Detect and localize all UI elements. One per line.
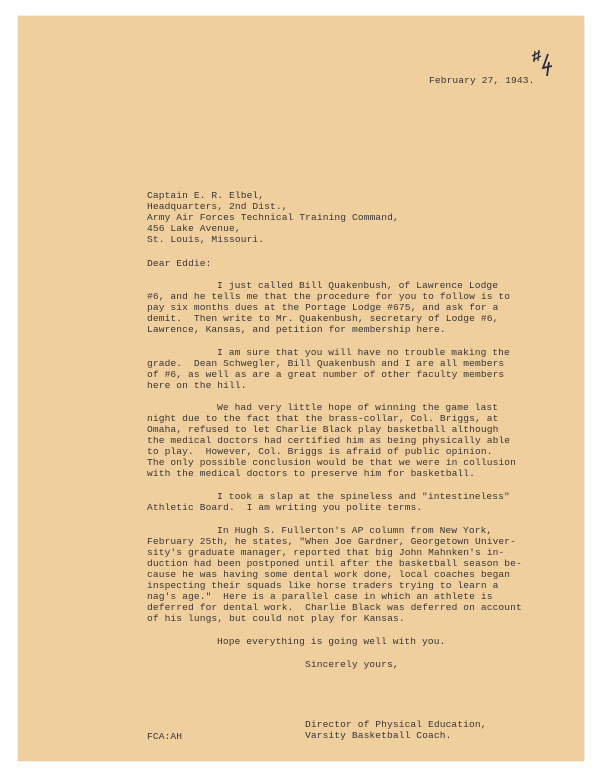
text-line: Omaha, refused to let Charlie Black play basketball although	[147, 424, 499, 435]
text-line: The only possible conclusion would be that we were in collusion	[147, 457, 517, 468]
text-line: the medical doctors had certified him as being physically able	[147, 435, 511, 446]
salutation: Dear Eddie:	[147, 258, 212, 269]
text-line: In Hugh S. Fullerton's AP column from New York,	[217, 525, 493, 536]
text-line: cause he was having some dental work done, local coaches began	[147, 569, 511, 580]
text-line: I took a slap at the spineless and "intestineless"	[217, 491, 510, 502]
address-line: Army Air Forces Technical Training Command,	[147, 212, 399, 223]
text-line: deferred for dental work. Charlie Black was deferred on account	[147, 602, 522, 613]
signature-title-line: Varsity Basketball Coach.	[305, 730, 452, 741]
complimentary-close: Sincerely yours,	[305, 659, 399, 670]
text-line: with the medical doctors to preserve him for basketball.	[147, 468, 476, 479]
text-line: of his lungs, but could not play for Kansas.	[147, 613, 405, 624]
annotation-mark-icon	[528, 48, 558, 78]
address-line: Headquarters, 2nd Dist.,	[147, 201, 288, 212]
text-line: of #6, as well as are a great number of other faculty members	[147, 369, 505, 380]
text-line: We had very little hope of winning the game last	[217, 402, 499, 413]
handwritten-annotation	[528, 48, 558, 78]
signature-title-line: Director of Physical Education,	[305, 719, 487, 730]
text-line: Lawrence, Kansas, and petition for membership here.	[147, 324, 446, 335]
text-line: February 25th, he states, "When Joe Gardner, Georgetown Univer-	[147, 536, 517, 547]
letter-date: February 27, 1943.	[429, 75, 535, 86]
text-line: inspecting their squads like horse traders trying to learn a	[147, 580, 499, 591]
closing-line: Hope everything is going well with you.	[217, 636, 446, 647]
text-line: to play. However, Col. Briggs is afraid of public opinion.	[147, 446, 493, 457]
text-line: duction had been postponed until after the basketball season be-	[147, 558, 522, 569]
address-line: St. Louis, Missouri.	[147, 234, 265, 245]
text-line: #6, and he tells me that the procedure for you to follow is to	[147, 291, 511, 302]
text-line: grade. Dean Schwegler, Bill Quakenbush and I are all members	[147, 358, 505, 369]
text-line: here on the hill.	[147, 380, 247, 391]
reference-initials: FCA:AH	[147, 731, 183, 742]
text-line: I just called Bill Quakenbush, of Lawrence Lodge	[217, 280, 499, 291]
text-line: sity's graduate manager, reported that big John Mahnken's in-	[147, 547, 505, 558]
address-line: 456 Lake Avenue,	[147, 223, 241, 234]
text-line: night due to the fact that the brass-collar, Col. Briggs, at	[147, 413, 499, 424]
letter-page	[18, 16, 584, 761]
text-line: nag's age." Here is a parallel case in which an athlete is	[147, 591, 493, 602]
text-line: pay six months dues at the Portage Lodge #675, and ask for a	[147, 302, 499, 313]
text-line: I am sure that you will have no trouble making the	[217, 347, 510, 358]
text-line: demit. Then write to Mr. Quakenbush, secretary of Lodge #6,	[147, 313, 499, 324]
address-line: Captain E. R. Elbel,	[147, 190, 265, 201]
text-line: Athletic Board. I am writing you polite terms.	[147, 502, 423, 513]
